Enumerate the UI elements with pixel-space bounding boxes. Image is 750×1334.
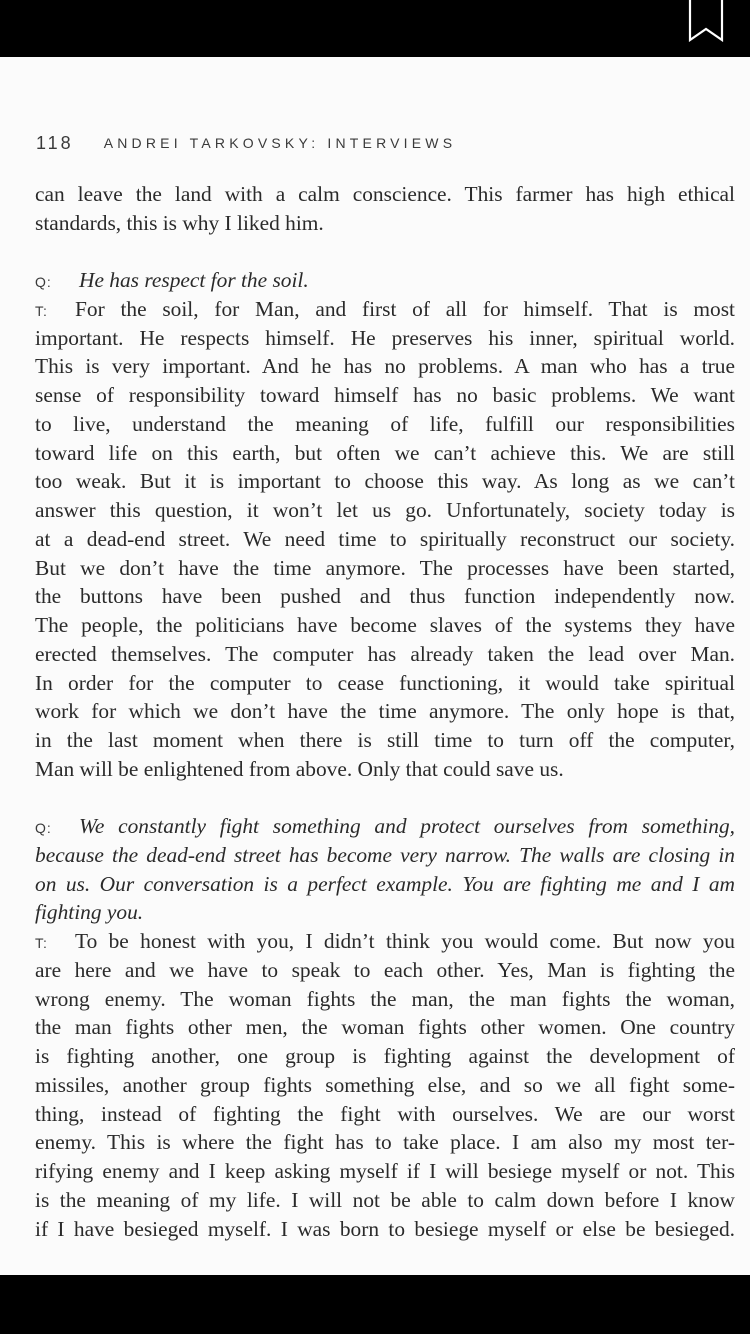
answer-line: enemy. This is where the fight has to take place. I am also my most ter- <box>35 1130 735 1155</box>
answer-line: is the meaning of my life. I will not be able to calm down before I know <box>35 1187 735 1212</box>
q-label: Q: <box>35 274 52 290</box>
answer-line: The people, the politicians have become slaves of the systems they have <box>35 613 735 637</box>
answer-line: answer this question, it won’t let us go. Unfortunately, society today is <box>35 498 735 522</box>
answer-line: But we don’t have the time anymore. The processes have been started, <box>35 555 735 580</box>
page-number: 118 <box>36 132 74 153</box>
answer-line <box>35 927 735 956</box>
answer-line: erected themselves. The computer has already taken the lead over Man. <box>35 641 735 666</box>
answer-line: the man fights other men, the woman fights other women. One country <box>35 1015 735 1040</box>
answer-line: Man will be enlightened from above. Only that could save us. <box>35 756 564 781</box>
book-page[interactable] <box>0 57 750 1275</box>
answer-line: important. He respects himself. He preserves his inner, spiritual world. <box>35 325 735 350</box>
answer-line: are here and we have to speak to each other. Yes, Man is fighting the <box>35 957 735 982</box>
answer-line: to live, understand the meaning of life, fulfill our responsibilities <box>35 411 735 436</box>
answer-line: wrong enemy. The woman fights the man, the man fights the woman, <box>35 986 735 1011</box>
answer-line: sense of responsibility toward himself has no basic problems. We want <box>35 383 735 407</box>
t-label: T: <box>35 935 48 951</box>
answer-line: too weak. But it is important to choose this way. As long as we can’t <box>35 469 735 494</box>
answer-line: rifying enemy and I keep asking myself if I will besiege myself or not. This <box>35 1159 735 1183</box>
answer-line <box>35 295 735 324</box>
answer-line: is fighting another, one group is fighting against the development of <box>35 1044 735 1068</box>
running-head <box>36 131 456 155</box>
reader-top-bar <box>0 0 750 57</box>
question-text: We constantly fight something and protect ourselves from something, <box>79 814 735 838</box>
question-line: on us. Our conversation is a perfect example. You are fighting me and I am <box>35 871 735 896</box>
question-line <box>35 812 735 841</box>
question-line: fighting you. <box>35 900 144 925</box>
answer-line: missiles, another group fights something else, and so we all fight some- <box>35 1072 735 1097</box>
question-line <box>35 266 735 295</box>
intro-paragraph <box>35 180 735 238</box>
bookmark-icon[interactable] <box>688 0 724 42</box>
answer-line: In order for the computer to cease functioning, it would take spiritual <box>35 670 735 695</box>
t-label: T: <box>35 302 48 319</box>
answer-line: toward life on this earth, but often we can’t achieve this. We are still <box>35 440 735 465</box>
text-line: standards, this is why I liked him. <box>35 210 324 235</box>
answer-line: the buttons have been pushed and thus function independently now. <box>35 584 735 609</box>
q-label: Q: <box>35 820 52 836</box>
answer-line: at a dead-end street. We need time to spiritually reconstruct our society. <box>35 526 735 551</box>
reader-bottom-bar <box>0 1275 750 1334</box>
answer-line: if I have besieged myself. I was born to besiege myself or else be besieged. <box>35 1216 735 1241</box>
exchange-2 <box>35 812 735 1243</box>
question-line: because the dead-end street has become very narrow. The walls are closing in <box>35 842 735 867</box>
text-line: can leave the land with a calm conscience. This farmer has high ethical <box>35 182 735 206</box>
answer-line: thing, instead of fighting the fight with ourselves. We are our worst <box>35 1101 735 1126</box>
answer-line: work for which we don’t have the time anymore. The only hope is that, <box>35 699 735 724</box>
exchange-1 <box>35 266 735 784</box>
answer-text: For the soil, for Man, and first of all for himself. That is most <box>75 296 735 321</box>
answer-text: To be honest with you, I didn’t think you would come. But now you <box>75 929 735 953</box>
question-text: He has respect for the soil. <box>79 268 309 292</box>
answer-line: in the last moment when there is still time to turn off the computer, <box>35 728 735 752</box>
answer-line: This is very important. And he has no problems. A man who has a true <box>35 354 735 379</box>
book-title: ANDREI TARKOVSKY: INTERVIEWS <box>103 135 457 151</box>
